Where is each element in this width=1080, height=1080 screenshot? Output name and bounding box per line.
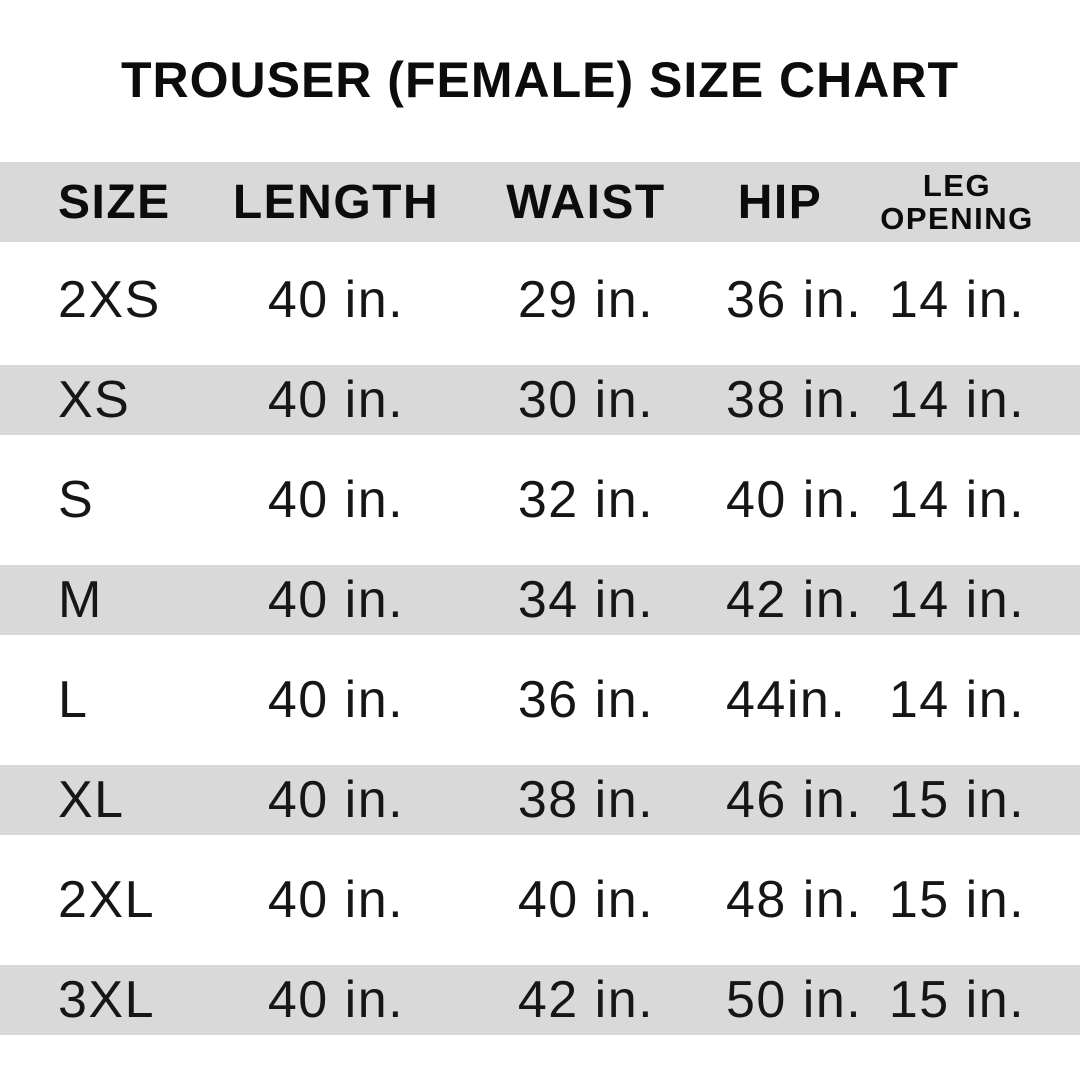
header-cell-hip: HIP [737,175,823,229]
cell-length: 40 in. [267,671,405,729]
table-row-xl [0,750,1080,850]
cell-leg-opening: 15 in. [888,971,1026,1029]
cell-waist: 42 in. [517,971,655,1029]
cell-size: XS [58,371,131,429]
header-leg-line1: LEG [922,167,992,203]
cell-waist: 40 in. [517,871,655,929]
header-cell-length: LENGTH [232,175,440,229]
table-row-xs [0,350,1080,450]
cell-hip: 48 in. [726,871,863,929]
page-title: TROUSER (FEMALE) SIZE CHART [120,52,960,108]
cell-length: 40 in. [267,271,405,329]
table-row-m [0,550,1080,650]
cell-leg-opening: 14 in. [888,671,1026,729]
cell-leg-opening: 14 in. [888,471,1026,529]
cell-leg-opening: 14 in. [888,271,1026,329]
table-row-2xs [0,250,1080,350]
header-cell-size: SIZE [58,175,171,229]
cell-leg-opening: 15 in. [888,871,1026,929]
table-row-2xl [0,850,1080,950]
cell-length: 40 in. [267,571,405,629]
cell-size: L [58,671,89,729]
cell-size: 2XS [58,271,161,329]
cell-hip: 46 in. [726,771,863,829]
cell-waist: 38 in. [517,771,655,829]
cell-hip: 44in. [726,671,847,729]
table-header-row [0,162,1080,242]
cell-waist: 36 in. [517,671,655,729]
cell-leg-opening: 15 in. [888,771,1026,829]
title-area [0,0,1080,160]
cell-size: 3XL [58,971,156,1029]
cell-waist: 32 in. [517,471,655,529]
cell-hip: 42 in. [726,571,863,629]
cell-size: M [58,571,103,629]
cell-size: S [58,471,95,529]
cell-hip: 40 in. [726,471,863,529]
cell-leg-opening: 14 in. [888,371,1026,429]
cell-waist: 34 in. [517,571,655,629]
cell-length: 40 in. [267,971,405,1029]
cell-leg-opening: 14 in. [888,571,1026,629]
header-leg-line2: OPENING [880,201,1034,236]
cell-hip: 50 in. [726,971,863,1029]
cell-waist: 29 in. [517,271,655,329]
cell-waist: 30 in. [517,371,655,429]
cell-size: XL [58,771,125,829]
table-row-l [0,650,1080,750]
cell-length: 40 in. [267,771,405,829]
cell-length: 40 in. [267,471,405,529]
cell-length: 40 in. [267,871,405,929]
cell-hip: 38 in. [726,371,863,429]
cell-length: 40 in. [267,371,405,429]
cell-size: 2XL [58,871,156,929]
table-body [0,250,1080,1050]
header-cell-waist: WAIST [506,175,666,229]
header-cell-leg-opening [834,169,1080,236]
table-row-3xl [0,950,1080,1050]
table-row-s [0,450,1080,550]
cell-hip: 36 in. [726,271,863,329]
